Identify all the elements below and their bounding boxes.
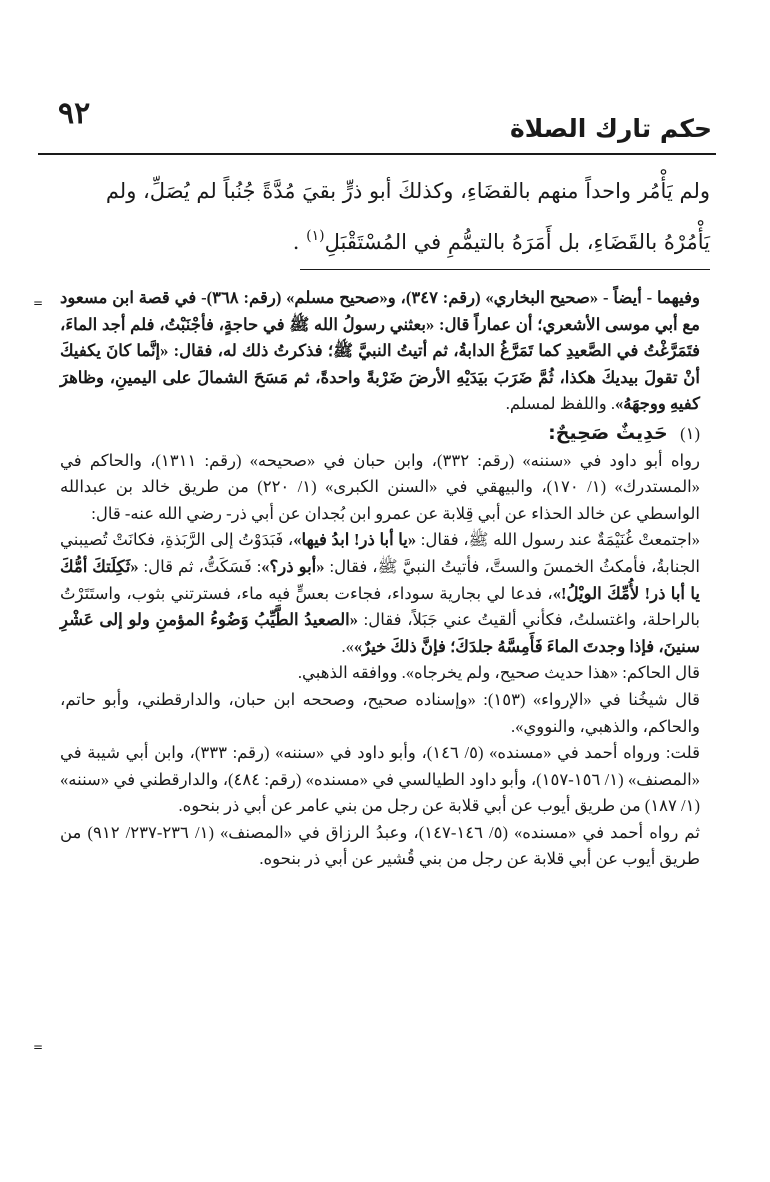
footnote-1-heading [60,420,700,448]
note-tail: . واللفظ لمسلم. [505,394,615,414]
hadith-part-a: «اجتمعتْ غُنَيْمَةٌ عند رسول الله ﷺ، فقال: [416,530,700,550]
hadith-part-g: ، فدعا لي بجارية سوداء، فجاءت بعسٍّ فيه ماء، فسترتني بثوب، واستَتَرْتُ بالراحلة، واغتسلتُ، فكأني ألقيتُ عني جَبَلاً، فقال: [60,583,701,630]
main-line-2-end: . [292,230,300,254]
hadith-part-d: «أبو ذر؟» [261,556,325,576]
main-line-1: ولم يَأْمُر واحداً منهم بالقضَاءِ، وكذلكَ أبو ذرٍّ بقيَ مُدَّةً جُنُباً لم يُصَلِّ، ولم [105,179,710,203]
margin-mark-bottom: = [33,1040,44,1054]
hadith-grade: حَدِيثٌ صَحِيحٌ: [548,421,668,444]
main-line-2-text: يَأْمُرْهُ بالقَضَاءِ، بل أَمَرَهُ بالتيمُّمِ في المُسْتَقْبَلِ [324,230,710,254]
hadith-part-e: : فَسَكَتُّ، ثم قال: [138,556,262,576]
hadith-part-i: ». [341,636,354,656]
further-narrations: ثم رواه أحمد في «مسنده» (٥/ ١٤٦-١٤٧)، وعبدُ الرزاق في «المصنف» (١/ ٢٣٦-٢٣٧/ ٩١٢) من طريق أيوب عن أبي قلابة عن رجل من بني قُشير عن أبي ذر بنحوه. [60,822,701,869]
running-head-title: حكم تارك الصلاة [510,114,712,143]
margin-mark-top: = [33,296,44,310]
note-continuation [60,285,700,418]
footnotes [60,285,700,873]
footnote-ref-1: (١) [306,228,325,244]
hadith-part-h: «الصعيدُ الطَّيِّبُ وَضُوءُ المؤمنِ ولو إلى عَشْرِ سنينَ، فإذا وجدتَ الماءَ فَأَمِسَّهُ جلدَكَ؛ فإنَّ ذلكَ خيرٌ» [60,610,700,656]
hadith-part-b: «يا أبا ذر! ابدُ فيها» [293,530,417,550]
footnote-separator [300,269,710,270]
hakim-grading: قال الحاكم: «هذا حديث صحيح، ولم يخرجاه». ووافقه الذهبي. [297,663,700,683]
note-lead: وفيهما - أيضاً - «صحيح البخاري» (رقم: ٣٤٧)، و«صحيح مسلم» (رقم: ٣٦٨)- في قصة ابن مسعود مع أبي موسى الأشعري؛ أن عماراً قال: «بعثني رسولُ الله ﷺ في حاجةٍ، فأجْنَبْتُ، فلم أجد الماءَ، فتَمَرَّغْتُ في الصَّعيدِ كما تَمَرَّغُ الدابةُ، ثم أتيتُ النبيَّ ﷺ؛ فذكرتُ ذلك له، فقال: [60,288,700,361]
page-number: ٩٢ [58,97,91,130]
main-text [60,166,710,271]
main-line-2 [60,217,710,271]
hadith-part-f: «ثَكِلَتكَ أمُّكَ يا أبا ذر! لأُمِّكَ الويْلُ!» [60,556,700,603]
footnote-1-sources: رواه أبو داود في «سننه» (رقم: ٣٣٢)، وابن حبان في «صحيحه» (رقم: ١٣١١)، والحاكم في «المستدرك» (١/ ١٧٠)، والبيهقي في «السنن الكبرى» (١/ ٢٢٠) من طريق خالد بن عبدالله الواسطي عن خالد الحذاء عن أبي قِلابة عن عمرو ابن بُجدان عن أبي ذر- رضي الله عنه- قال: [60,450,700,523]
hadith-text [60,527,700,660]
footnote-1-number: (١) [680,423,700,443]
hadith-part-c: ، فَبَدَوْتُ إلى الرَّبَذةِ، فكانَتْ تُصيبني الجنابةُ، فأمكثُ الخمسَ والستَّ، فأتيتُ النبيَّ ﷺ، فقال: [60,530,700,576]
irwa-grading: قال شيخُنا في «الإرواء» (١٥٣): «وإسناده صحيح، وصححه ابن حبان، والدارقطني، وأبو حاتم، والحاكم، والذهبي، والنووي». [60,689,700,736]
hadith-quote-1: «إنَّما كانَ يكفيكَ أنْ تقولَ بيديكَ هكذا، ثُمَّ ضَرَبَ بيَدَيْهِ الأرضَ ضَرْبةً واحدةً، ثم مَسَحَ الشمالَ على اليمينِ، وظاهرَ كفيهِ ووجهَهُ» [60,341,700,414]
header-rule [38,153,716,155]
other-narrations: قلت: ورواه أحمد في «مسنده» (٥/ ١٤٦)، وأبو داود في «سننه» (رقم: ٣٣٣)، وابن أبي شيبة في «المصنف» (١/ ١٥٦-١٥٧)، وأبو داود الطيالسي في «مسنده» (رقم: ٤٨٤)، والدارقطني في «سننه» (١/ ١٨٧) من طريق أيوب عن أبي قلابة عن رجل من بني عامر عن أبي ذر بنحوه. [60,743,700,816]
